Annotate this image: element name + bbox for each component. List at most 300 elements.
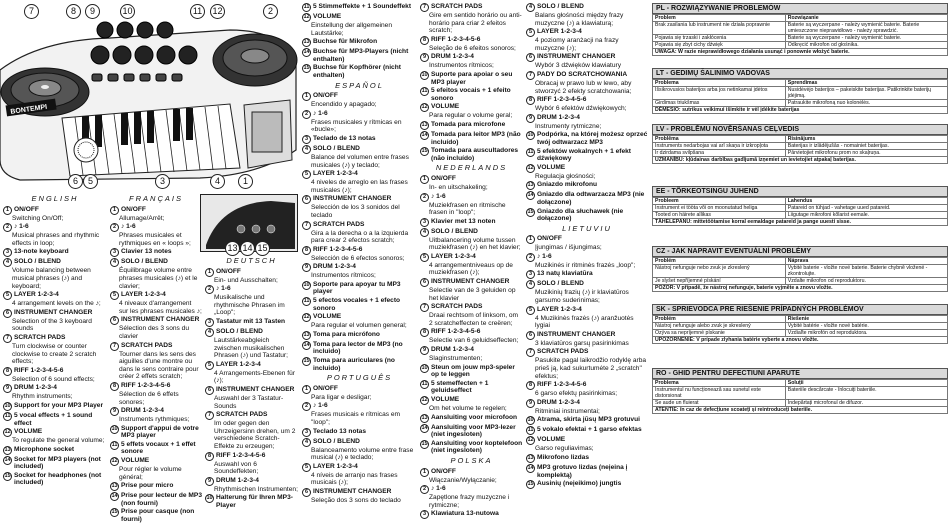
item-heading: VOLUME [431, 396, 460, 403]
troubleshooting-table [652, 68, 948, 114]
manual-item [526, 399, 648, 416]
item-heading: Microphone socket [14, 445, 75, 453]
item-heading: ♪ 1-6 [14, 223, 29, 231]
item-number-badge: 11 [111, 441, 118, 448]
manual-item [3, 334, 107, 366]
dj-keyboard-drawing [0, 0, 298, 190]
item-description: Rhythm instruments; [12, 393, 73, 401]
table-row [653, 212, 948, 219]
item-description: In- en uitschakeling; [429, 183, 488, 191]
item-number-badge: 12 [303, 14, 310, 20]
item-description: 4 Arrangements-Ebenen für (♪); [214, 369, 296, 385]
item-heading: Support for your MP3 Player [14, 401, 104, 409]
solution-cell: Patareid on tühjad - vahetage uued patareid. [785, 205, 947, 212]
item-description: Turn clockwise or counter clockwise to create 2 scratch effects; [12, 342, 97, 366]
item-heading: INSTRUMENT CHANGER [313, 487, 392, 495]
item-number-badge: 4 [526, 3, 535, 12]
item-heading: 5 stemeffecten + 1 geluidseffect [431, 379, 489, 395]
item-number-badge: 11 [527, 148, 534, 155]
item-number-badge: 12 [421, 104, 428, 111]
manual-item [526, 464, 648, 479]
item-number-badge: 6 [302, 195, 311, 204]
item-number-badge: 11 [421, 88, 428, 95]
manual-item [302, 341, 417, 356]
problem-cell: Tooted on häirete allikas [653, 212, 786, 219]
item-heading: MP3 grotuvo lizdas (neįeina į komplektą) [537, 464, 628, 479]
item-description: Balans głośności między frazy muzyczne (♪) a klawiaturą; [535, 12, 624, 27]
problem-cell: Je slyšet nepříjemné pískání [653, 278, 786, 285]
manual-item [302, 438, 417, 462]
item-number-badge: 9 [526, 114, 535, 123]
item-heading: INSTRUMENT CHANGER [121, 316, 200, 324]
item-number-badge: 2 [110, 223, 119, 232]
manual-item [110, 441, 202, 456]
item-heading: Prise pour micro [121, 482, 174, 490]
manual-item [110, 457, 202, 481]
item-heading: ON/OFF [216, 267, 241, 275]
solution-cell: Odkręcić mikrofon od głośnika. [785, 42, 947, 49]
item-number-badge: 12 [303, 314, 310, 321]
item-heading: LAYER 1-2-3-4 [313, 170, 358, 178]
manual-item [526, 253, 648, 270]
solution-cell: Vybité batérie - vložte nové batérie. [785, 323, 947, 330]
manual-item [3, 291, 107, 308]
col-header-problem: Problēma [653, 136, 786, 143]
manual-item [420, 71, 523, 86]
item-heading: RIFF 1-2-3-4-5-6 [14, 366, 64, 374]
item-description: Pasukite pagal laikrodžio rodyklę arba prieš ją, kad sukurtumėte 2 „scratch" efektus; [535, 357, 647, 380]
manual-item [526, 148, 648, 163]
callout-9: 9 [85, 4, 100, 19]
manual-item [3, 223, 107, 247]
item-number-badge: 7 [526, 348, 535, 357]
item-description: Zapętlone frazy muzyczne i rytmiczne; [429, 494, 510, 509]
manual-item [420, 424, 523, 439]
manual-item [110, 492, 202, 507]
item-description: Im oder gegen den Uhrzeigersinn drehen, um 2 verschiedene Scratch-Effekte zu erzeugen; [214, 420, 296, 450]
item-heading: 13-note keyboard [14, 248, 69, 256]
item-description: Allumage/Arrêt; [119, 214, 165, 222]
item-number-badge: 8 [420, 36, 429, 45]
manual-item [3, 446, 107, 455]
manual-item [110, 382, 202, 406]
callout-13: 13 [225, 241, 240, 256]
manual-item [3, 309, 107, 333]
item-heading: Socket for headphones (not included) [14, 471, 102, 487]
item-number-badge: 9 [420, 346, 429, 355]
solution-cell: Patraukite mikrofoną nuo kolonėlės. [785, 100, 947, 107]
item-heading: SOLO / BLEND [313, 144, 360, 152]
item-number-badge: 4 [526, 280, 535, 289]
item-description: Muzikinės ir ritminės frazės „loop"; [535, 261, 636, 269]
item-number-badge: 5 [420, 253, 429, 262]
item-heading: ON/OFF [537, 235, 562, 243]
item-heading: Soporte para apoyar tu MP3 player [313, 280, 401, 296]
item-heading: SCRATCH PADS [431, 303, 483, 311]
item-number-badge: 15 [303, 65, 310, 72]
item-description: Obracaj w prawo lub w lewo, aby stworzyć 2 efekty scratchowania; [535, 79, 632, 95]
manual-item [420, 175, 523, 192]
item-heading: 5 vocal effects + 1 sound effect [14, 411, 93, 427]
item-description: Ein- und Ausschalten; [214, 276, 278, 284]
table-row [653, 87, 948, 100]
manual-item [110, 508, 202, 523]
manual-item [110, 206, 202, 223]
manual-item [526, 348, 648, 380]
item-description: Instrumentos rítmicos; [429, 62, 494, 70]
item-description: 4 poziomy aranżacji na frazy muzyczne (♪); [535, 37, 619, 52]
item-description: Encendido y apagado; [311, 101, 377, 109]
manual-item [205, 361, 298, 385]
item-heading: Suporte para apoiar o seu MP3 player [431, 70, 513, 86]
manual-item [302, 92, 417, 109]
item-heading: VOLUME [313, 13, 342, 20]
item-number-badge: 8 [302, 246, 311, 255]
item-heading: VOLUME [14, 428, 43, 436]
item-heading: ON/OFF [313, 384, 338, 392]
language-heading-pt: PORTUGUÊS [326, 373, 393, 383]
table-footer-note: UPOZORNENIE: V prípade zlyhania batérie vyberte a znovu vložte. [652, 337, 948, 344]
manual-item [526, 3, 648, 27]
manual-item [110, 482, 202, 491]
item-heading: ♪ 1-6 [313, 109, 328, 117]
item-description: Regulacja głośności; [535, 172, 596, 180]
item-description: Instruments rythmiques; [119, 416, 190, 424]
item-heading: SCRATCH PADS [431, 3, 483, 10]
item-heading: ♪ 1-6 [431, 192, 446, 200]
item-description: Instrumentos rítmicos; [311, 272, 376, 280]
item-heading: Halterung für Ihren MP3-Player [216, 494, 293, 509]
item-number-badge: 1 [302, 92, 311, 101]
problem-cell: Nástroj nefunguje alebo zvuk je skreslený [653, 323, 786, 330]
manual-item [110, 407, 202, 424]
manual-item [302, 297, 417, 312]
item-description: Musical phrases and rhythmic effects in loop; [12, 232, 100, 247]
manual-item [526, 270, 648, 279]
item-heading: SCRATCH PADS [216, 411, 268, 419]
manual-item [526, 28, 648, 52]
item-heading: DRUM 1-2-3-4 [431, 53, 474, 61]
item-number-badge: 1 [420, 175, 429, 184]
table-header [653, 258, 948, 265]
item-number-badge: 12 [527, 437, 534, 444]
manual-item [420, 147, 523, 162]
item-number-badge: 5 [302, 170, 311, 179]
item-number-badge: 10 [421, 71, 428, 78]
item-number-badge: 13 [527, 182, 534, 189]
item-description: 4 niveaux d'arrangement sur les phrases musicales ♪; [119, 300, 202, 315]
item-heading: 5 efektów wokalnych + 1 efekt dźwiękowy [537, 147, 631, 163]
table-row [653, 400, 948, 407]
item-heading: RIFF 1-2-3-4-5-6 [431, 328, 481, 336]
item-heading: ♪ 1-6 [216, 285, 231, 293]
item-heading: ON/OFF [431, 467, 456, 475]
problem-cell: Ozýva sa nepríjemné pískanie [653, 330, 786, 337]
manual-item [420, 131, 523, 146]
item-heading: ♪ 1-6 [431, 485, 446, 493]
manual-item [302, 263, 417, 280]
item-number-badge: 5 [302, 463, 311, 472]
manual-item [420, 396, 523, 413]
item-heading: 5 vokalo efektai + 1 garso efektas [537, 426, 642, 434]
manual-item [526, 53, 648, 70]
solution-cell: Vzdiaľte mikrofón od reproduktora. [785, 330, 947, 337]
item-number-badge: 4 [302, 438, 311, 447]
manual-item [205, 452, 298, 476]
manual-item [420, 228, 523, 252]
item-heading: RIFF 1-2-3-4-5-6 [537, 381, 587, 389]
col-header-problem: Problem [653, 15, 786, 22]
item-heading: Toma para auriculares (no incluido) [313, 357, 395, 372]
manual-item [110, 291, 202, 315]
problem-cell: Girdimas triukšmas [653, 100, 786, 107]
item-number-badge: 10 [4, 402, 11, 409]
item-heading: Teclado de 13 notas [313, 134, 376, 142]
item-number-badge: 15 [303, 358, 310, 365]
item-heading: LAYER 1-2-3-4 [431, 252, 476, 260]
col-header-problem: Problema [653, 80, 786, 87]
manual-item [302, 13, 417, 37]
manual-item [420, 364, 523, 379]
callout-4: 4 [210, 174, 225, 189]
item-number-badge: 7 [526, 71, 535, 80]
item-number-badge: 3 [302, 428, 311, 437]
item-number-badge: 4 [420, 228, 429, 237]
item-description: Frases musicais e rítmicas em "loop"; [311, 411, 401, 426]
table-title: RO - GHID PENTRU DEFECTIUNI APARUTE [652, 368, 948, 379]
manual-item [302, 135, 417, 144]
problem-cell: Ir dzirdama svilpšana [653, 150, 786, 157]
solution-cell: Pārvietojiet mikrofonu prom no skaļruņa. [785, 150, 947, 157]
table-header [653, 380, 948, 387]
item-number-badge: 11 [303, 4, 310, 10]
manual-item [302, 313, 417, 330]
item-number-badge: 10 [421, 364, 428, 371]
item-heading: Ausinių (neįeikimo) jungtis [537, 480, 622, 488]
table-title: PL - ROZWIĄZYWANIE PROBLEMÓW [652, 3, 948, 14]
manual-item [205, 386, 298, 410]
item-description: Garso reguliavimas; [535, 445, 594, 453]
solution-cell: Liigutage mikrofoni kõlarist eemale. [785, 212, 947, 219]
socket-detail-image [200, 194, 298, 252]
item-heading: RIFF 1-2-3-4-5-6 [121, 381, 171, 389]
item-description: Uitbalancering volume tussen muziekfrasen (♪) en het klavier; [429, 236, 521, 252]
manual-item [205, 411, 298, 450]
manual-item [3, 456, 107, 471]
item-heading: Prise pour casque (non fourni) [121, 508, 195, 524]
item-number-badge: 7 [302, 221, 311, 230]
item-description: Einstellung der allgemeinen Lautstärke; [311, 22, 393, 37]
manual-item [302, 488, 417, 505]
table-header [653, 15, 948, 22]
col-header-solution: Rozwiązanie [785, 15, 947, 22]
manual-item [420, 218, 523, 227]
item-heading: Buchse für Kopfhörer (nicht enthalten) [313, 64, 401, 79]
item-number-badge: 10 [527, 417, 534, 424]
item-heading: DRUM 1-2-3-4 [431, 346, 474, 354]
item-heading: Buchse für MP3-Players (nicht enthalten) [313, 48, 409, 63]
manual-item [302, 221, 417, 245]
callout-11: 11 [190, 4, 205, 19]
manual-item [526, 480, 648, 489]
item-description: Selección de los 3 sonidos del teclado [311, 204, 400, 219]
problem-cell: Instrumentul nu funcționează sau sunetul este distorsionat [653, 387, 786, 400]
table-title: CZ - JAK NAPRAVIT EVENTUÁLNÍ PROBLÉMY [652, 246, 948, 257]
manual-item [302, 38, 417, 47]
item-number-badge: 15 [421, 440, 428, 447]
problem-cell: Išsikrovusios baterijos arba jos netinkamai įdėtos [653, 87, 786, 100]
item-number-badge: 3 [110, 248, 119, 257]
item-description: Selectie van de 3 geluiden op het klavier [429, 287, 516, 302]
manual-item [420, 380, 523, 395]
manual-item [420, 3, 523, 35]
item-number-badge: 13 [303, 331, 310, 338]
item-number-badge: 14 [421, 131, 428, 138]
item-number-badge: 14 [111, 493, 118, 500]
item-number-badge: 3 [420, 510, 429, 519]
item-heading: 13 natų klaviatūra [537, 270, 593, 278]
item-heading: Gniazdo dla odtwarzacza MP3 (nie dołączone) [537, 191, 645, 206]
item-heading: ON/OFF [313, 92, 338, 100]
item-description: 6 garso efektų pasirinkimas; [535, 390, 618, 398]
table-footer-note: DĖMESIO: sutrikus veikimui išimkite ir vėl įdėkite baterijas [652, 107, 948, 114]
problem-cell: Pojawia się trzaski i zakłócenia [653, 35, 786, 42]
manual-item [3, 248, 107, 257]
language-heading-lt: LIETUVIU [562, 223, 612, 233]
item-number-badge: 11 [527, 427, 534, 434]
troubleshooting-table [652, 368, 948, 414]
item-number-badge: 6 [110, 316, 119, 325]
item-heading: SOLO / BLEND [537, 280, 584, 288]
item-number-badge: 2 [302, 110, 311, 119]
item-number-badge: 7 [110, 342, 119, 351]
item-number-badge: 13 [421, 414, 428, 421]
item-number-badge: 3 [420, 218, 429, 227]
item-description: Selectie van 6 geluidseffecten; [429, 337, 519, 345]
item-heading: SOLO / BLEND [313, 437, 360, 445]
item-description: Auswahl von 6 Soundeffekten; [214, 460, 259, 476]
item-number-badge: 5 [526, 28, 535, 37]
column-pl-lt [526, 3, 648, 488]
manual-item [420, 278, 523, 302]
item-description: Phrases musicales et rythmiques en « loops »; [119, 232, 191, 247]
item-description: 4 níveis de arranjo nas frases musicais (♪); [311, 471, 398, 487]
item-heading: 5 Stimmeffekte + 1 Soundeffekt [313, 3, 412, 10]
item-description: Slaginstrumenten; [429, 355, 483, 363]
item-description: Musikalische und rhythmische Phrasen im „Loop"; [214, 294, 285, 317]
item-heading: ON/OFF [431, 174, 456, 182]
item-description: Para regular o volume geral; [429, 112, 513, 120]
item-number-badge: 10 [206, 495, 213, 502]
manual-item [302, 385, 417, 402]
item-description: Wybór 6 efektów dźwiękowych; [535, 105, 627, 113]
manual-item [302, 463, 417, 487]
item-heading: ♪ 1-6 [537, 252, 552, 260]
callout-8: 8 [66, 4, 81, 19]
problem-cell: Nástroj nefunguje nebo zvuk je zkreslený [653, 265, 786, 278]
item-number-badge: 9 [205, 477, 214, 486]
table-title: SK - SPRIEVODCA PRE RIEŠENIE PRÍPADNÝCH PROBLÉMOV [652, 304, 948, 315]
manual-item [205, 477, 298, 494]
callout-6: 6 [68, 174, 83, 189]
item-number-badge: 1 [110, 206, 119, 215]
solution-cell: Baterie są wyczerpane - należy wymienić baterie. Baterie umieszczone nieprawidłowo - należy sprawdzić. [785, 22, 947, 35]
problem-cell: Instruments nedarbojas vai arī skaņa ir izkropļota [653, 143, 786, 150]
item-heading: PADY DO SCRATCHOWANIA [537, 70, 628, 78]
item-description: Frases musicales y rítmicas en «bucle»; [311, 118, 402, 134]
item-number-badge: 8 [526, 381, 535, 390]
item-description: Selection of 6 sound effects; [12, 375, 95, 383]
item-heading: LAYER 1-2-3-4 [537, 305, 582, 313]
callout-3: 3 [155, 174, 170, 189]
item-description: Sélection de 6 effets sonores; [119, 390, 179, 406]
item-description: Équilibrage volume entre phrases musicales (♪) et le clavier; [119, 267, 198, 290]
manual-item [526, 96, 648, 113]
item-description: Įjungimas / išjungimas; [535, 244, 602, 252]
manual-item [110, 248, 202, 257]
item-number-badge: 7 [3, 334, 12, 343]
item-heading: DRUM 1-2-3-4 [313, 263, 356, 271]
item-number-badge: 4 [205, 328, 214, 337]
item-description: Om het volume te regelen; [429, 405, 507, 412]
item-heading: SOLO / BLEND [14, 258, 61, 266]
table-footer-note: ATENTIE: în caz de defecțiune scoateți și reintroduceți bateriile. [652, 407, 948, 414]
table-footer-note: POZOR: V případě, že nástroj nefunguje, baterie vyjměte a znovu vložte. [652, 285, 948, 292]
item-heading: Tastatur mit 13 Tasten [216, 317, 286, 325]
item-number-badge: 12 [4, 429, 11, 436]
item-heading: INSTRUMENT CHANGER [313, 195, 392, 203]
item-number-badge: 2 [420, 193, 429, 202]
manual-item [205, 494, 298, 509]
manual-item [526, 280, 648, 304]
table-title: LV - PROBLĒMU NOVĒRŠANAS CEĻVEDIS [652, 124, 948, 135]
callout-1: 1 [238, 174, 253, 189]
manual-item [526, 114, 648, 131]
item-heading: Aansluiting voor koptelefoon (niet ingesloten) [431, 439, 523, 455]
item-description: Selection of the 3 keyboard sounds [12, 317, 92, 333]
item-heading: DRUM 1-2-3-4 [537, 398, 580, 406]
table-row [653, 143, 948, 150]
item-number-badge: 15 [421, 148, 428, 155]
item-number-badge: 15 [111, 509, 118, 516]
language-heading-de: DEUTSCH [226, 256, 277, 265]
item-heading: ON/OFF [14, 205, 39, 213]
item-number-badge: 11 [303, 298, 310, 305]
item-description: Rhythmischen Instrumenten; [214, 485, 298, 493]
item-description: 4 niveles de arreglo en las frases musicales (♪); [311, 179, 408, 194]
item-number-badge: 14 [527, 465, 534, 471]
troubleshooting-table [652, 304, 948, 344]
manual-item [302, 64, 417, 79]
item-number-badge: 6 [3, 309, 12, 318]
col-header-solution: Náprava [785, 258, 947, 265]
item-number-badge: 14 [527, 192, 534, 199]
troubleshooting-table [652, 186, 948, 226]
table-row [653, 150, 948, 157]
solution-cell: Vybité baterie - vložte nové baterie. Baterie chybně vložené - zkontrolujte. [785, 265, 947, 278]
col-header-problem: Problém [653, 258, 786, 265]
manual-item [420, 468, 523, 485]
item-number-badge: 7 [205, 411, 214, 420]
item-description: Muzikinių frazių (♪) ir klaviatūros garsumo suderinimas; [535, 289, 629, 305]
item-number-badge: 9 [526, 399, 535, 408]
manual-item [302, 145, 417, 169]
solution-cell: Vzdalte mikrofon od reproduktoru. [785, 278, 947, 285]
item-number-badge: 2 [3, 223, 12, 232]
callout-10: 10 [120, 4, 135, 19]
item-number-badge: 7 [420, 303, 429, 312]
item-description: Draai rechtsom of linksom, om 2 scratcheffecten te creëren; [429, 312, 519, 327]
